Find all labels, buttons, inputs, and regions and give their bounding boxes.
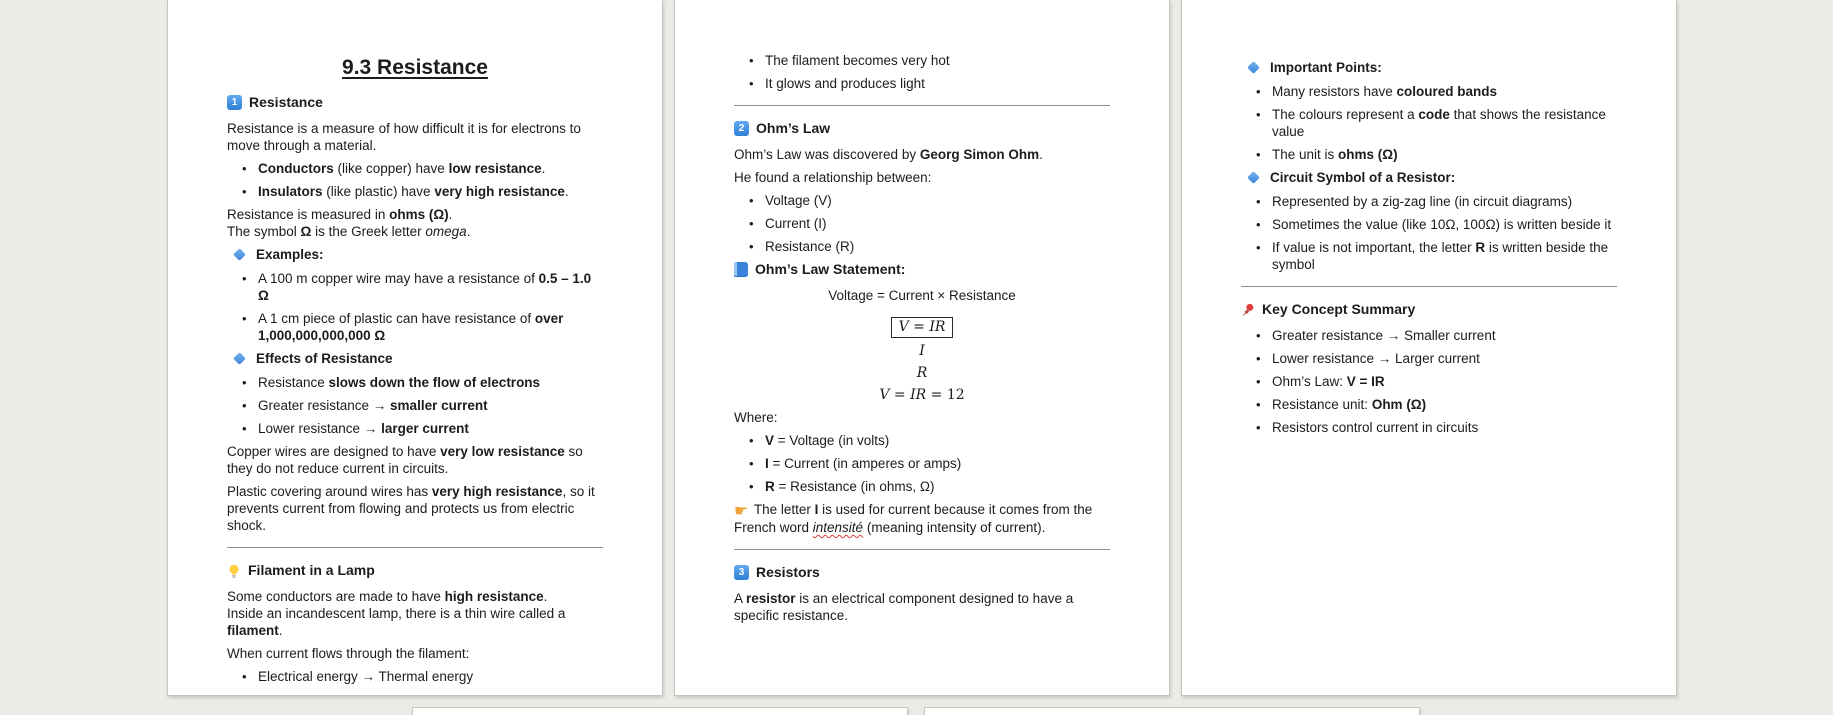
text-run: high resistance <box>444 589 544 604</box>
text-run: V <box>898 319 909 335</box>
list-item <box>241 183 603 200</box>
text-run: very low resistance <box>440 444 565 459</box>
section-heading <box>227 94 603 111</box>
text-run: Ohm (Ω) <box>1371 397 1427 412</box>
text-run: Plastic covering around wires has <box>227 484 432 499</box>
section-heading-text: Key Concept Summary <box>1262 301 1416 317</box>
list-item <box>1255 350 1617 367</box>
paragraph <box>734 146 1110 163</box>
partial-page-5[interactable] <box>924 707 1420 715</box>
equation-line <box>734 317 1110 338</box>
bullet-list <box>1241 327 1617 436</box>
list-item <box>748 432 1110 449</box>
text-run: = Resistance (in ohms, Ω) <box>774 479 935 494</box>
text-run: Georg Simon Ohm <box>919 147 1040 162</box>
text-run: so they do not reduce current in circuits. <box>227 444 583 476</box>
text-run: A <box>734 591 747 606</box>
sub-heading <box>1241 169 1617 186</box>
list-item <box>748 192 1110 209</box>
divider <box>734 105 1110 106</box>
text-run: Electrical energy → Thermal energy <box>258 669 474 684</box>
text-run: Insulators <box>258 184 323 199</box>
text-run: is an electrical component designed to have a specific resistance. <box>734 591 1074 623</box>
section-heading <box>1241 301 1617 318</box>
text-run: is used for current because it comes from the French word <box>734 502 1093 535</box>
text-run: Many resistors have <box>1272 84 1397 99</box>
text-run: Where: <box>734 410 778 425</box>
text-run: that shows the resistance value <box>1272 107 1606 139</box>
equation-line <box>734 387 1110 404</box>
text-run: Greater resistance → <box>258 398 391 413</box>
section-heading-text: Filament in a Lamp <box>248 562 375 578</box>
equation-block <box>734 317 1110 404</box>
bullet-list <box>1241 193 1617 273</box>
list-item <box>1255 327 1617 344</box>
list-item <box>241 270 603 304</box>
text-run: ohms (Ω) <box>389 207 449 222</box>
bullet-list <box>227 160 603 200</box>
text-run: = <box>908 319 930 335</box>
divider <box>1241 286 1617 287</box>
text-run: smaller current <box>390 398 488 413</box>
text-run: R <box>916 365 928 381</box>
text-run: IR <box>929 319 946 335</box>
page-1[interactable] <box>167 0 663 696</box>
sub-heading-text: Examples: <box>256 247 324 262</box>
text-run: The filament becomes very hot <box>765 53 950 68</box>
text-run: A 1 cm piece of plastic can have resistance of <box>258 311 535 326</box>
page-2[interactable] <box>674 0 1170 696</box>
text-run: . <box>1039 147 1043 162</box>
text-run: very high resistance <box>434 184 565 199</box>
text-run: = <box>889 387 911 403</box>
text-run: It glows and produces light <box>765 76 925 91</box>
text-run: 0.5 – 1.0 Ω <box>258 271 592 303</box>
keycap-2-icon: 2 <box>734 121 749 136</box>
text-run: = 12 <box>926 387 965 403</box>
paragraph <box>734 590 1110 624</box>
text-run: Copper wires are designed to have <box>227 444 441 459</box>
list-item <box>748 455 1110 472</box>
text-run: coloured bands <box>1396 84 1498 99</box>
text-run: Resistance unit: <box>1272 397 1372 412</box>
list-item <box>1255 193 1617 210</box>
text-run: = Current (in amperes or amps) <box>768 456 962 471</box>
list-item <box>1255 216 1617 233</box>
text-run: low resistance <box>448 161 542 176</box>
text-run: Ω <box>300 224 312 239</box>
text-run: omega <box>425 224 467 239</box>
sub-heading <box>1241 59 1617 76</box>
list-item <box>241 160 603 177</box>
section-heading-text: Resistance <box>249 94 323 110</box>
document-title <box>227 54 603 81</box>
section-heading-text: Ohm’s Law Statement: <box>755 261 906 277</box>
list-item <box>1255 83 1617 100</box>
sub-heading <box>227 350 603 367</box>
text-run: I <box>919 343 925 359</box>
list-item <box>1255 239 1617 273</box>
bullet-list <box>734 432 1110 495</box>
text-run: = Voltage (in volts) <box>774 433 890 448</box>
text-run: Lower resistance → <box>258 421 382 436</box>
paragraph <box>734 409 1110 426</box>
list-item <box>748 238 1110 255</box>
text-run: Voltage = Current × Resistance <box>828 288 1016 303</box>
section-heading-text: Resistors <box>756 564 820 580</box>
text-run: filament <box>227 623 279 638</box>
text-run: R <box>765 479 775 494</box>
blue-diamond-icon <box>233 248 246 261</box>
blue-diamond-icon <box>1247 171 1260 184</box>
text-run: Resistance is a measure of how difficult it is for electrons to move through a material. <box>227 121 581 153</box>
list-item <box>241 668 603 685</box>
text-run: Voltage (V) <box>765 193 832 208</box>
text-run: V = IR <box>1346 374 1385 389</box>
text-run: I <box>814 502 819 517</box>
text-run: intensité <box>812 520 864 535</box>
bullet-list <box>227 374 603 437</box>
text-run: Some conductors are made to have <box>227 589 445 604</box>
section-heading <box>734 261 1110 278</box>
pointing-hand-icon: ☛ <box>734 501 749 520</box>
bullet-list <box>1241 83 1617 163</box>
page-2-content <box>734 0 1110 624</box>
paragraph <box>227 120 603 154</box>
text-run: Current (I) <box>765 216 827 231</box>
text-run: V <box>879 387 890 403</box>
sub-heading-text: Important Points: <box>1270 60 1382 75</box>
paragraph <box>734 501 1110 536</box>
keycap-1-icon: 1 <box>227 95 242 110</box>
divider <box>734 549 1110 550</box>
bullet-list <box>734 192 1110 255</box>
bullet-list <box>734 52 1110 92</box>
blue-diamond-icon <box>1247 61 1260 74</box>
partial-page-4[interactable] <box>412 707 908 715</box>
list-item <box>748 215 1110 232</box>
text-run: A 100 m copper wire may have a resistance of <box>258 271 539 286</box>
page-3[interactable] <box>1181 0 1677 696</box>
text-run: Resistance is measured in <box>227 207 390 222</box>
text-run: Inside an incandescent lamp, there is a thin wire called a <box>227 606 566 621</box>
equation-line <box>734 343 1110 360</box>
text-run: Ohm’s Law: <box>1272 374 1347 389</box>
sub-heading-text: Circuit Symbol of a Resistor: <box>1270 170 1456 185</box>
text-run: (meaning intensity of current). <box>863 520 1046 535</box>
bullet-list <box>227 270 603 344</box>
sub-heading <box>227 246 603 263</box>
text-run: very high resistance <box>431 484 563 499</box>
text-run: Ohm’s Law was discovered by <box>734 147 920 162</box>
list-item <box>1255 396 1617 413</box>
keycap-3-icon: 3 <box>734 565 749 580</box>
pushpin-icon <box>1241 303 1255 317</box>
text-run: Resistors control current in circuits <box>1272 420 1479 435</box>
blue-book-icon <box>734 262 748 277</box>
text-run: (like copper) have <box>333 161 449 176</box>
list-item <box>241 374 603 391</box>
paragraph <box>227 443 603 477</box>
text-run: . <box>564 184 569 199</box>
section-heading <box>734 120 1110 137</box>
text-run: The symbol <box>227 224 301 239</box>
text-run: IR <box>910 387 927 403</box>
list-item <box>748 478 1110 495</box>
list-item <box>1255 146 1617 163</box>
text-run: The unit is <box>1272 147 1339 162</box>
text-run: . <box>448 207 453 222</box>
text-run: larger current <box>381 421 469 436</box>
equation-line <box>734 365 1110 382</box>
text-run: slows down the flow of electrons <box>328 375 541 390</box>
text-run: ohms (Ω) <box>1338 147 1398 162</box>
text-run: Resistance (R) <box>765 239 855 254</box>
text-run: is the Greek letter <box>311 224 426 239</box>
list-item <box>241 310 603 344</box>
blue-diamond-icon <box>233 352 246 365</box>
text-run: If value is not important, the letter <box>1272 240 1476 255</box>
divider <box>227 547 603 548</box>
bullet-list <box>227 668 603 685</box>
page-row-2 <box>412 707 1420 715</box>
text-run: Sometimes the value (like 10Ω, 100Ω) is written beside it <box>1272 217 1612 232</box>
text-run: Resistance <box>258 375 329 390</box>
text-run: V <box>765 433 775 448</box>
text-run: Lower resistance → Larger current <box>1272 351 1480 366</box>
text-run: , so it prevents current from flowing and protects us from electric shock. <box>227 484 595 533</box>
text-run: Greater resistance → Smaller current <box>1272 328 1496 343</box>
list-item <box>1255 419 1617 436</box>
list-item <box>748 75 1110 92</box>
sub-heading-text: Effects of Resistance <box>256 351 393 366</box>
text-run: . <box>543 589 548 604</box>
section-heading-text: Ohm’s Law <box>756 120 831 136</box>
text-run: . <box>278 623 283 638</box>
paragraph <box>227 645 603 662</box>
text-run: . <box>466 224 471 239</box>
text-run: Represented by a zig-zag line (in circuit diagrams) <box>1272 194 1573 209</box>
lightbulb-icon <box>227 564 241 578</box>
text-run: resistor <box>746 591 796 606</box>
text-run: I <box>765 456 769 471</box>
text-run: When current flows through the filament: <box>227 646 470 661</box>
list-item <box>748 52 1110 69</box>
list-item <box>241 420 603 437</box>
list-item <box>1255 106 1617 140</box>
text-run: He found a relationship between: <box>734 170 932 185</box>
list-item <box>1255 373 1617 390</box>
page-row-1 <box>167 0 1677 696</box>
text-run: Conductors <box>258 161 334 176</box>
text-run: The letter <box>750 502 815 517</box>
page-3-content <box>1241 0 1617 436</box>
equation-box <box>891 317 954 338</box>
text-run: over 1,000,000,000,000 Ω <box>258 311 564 343</box>
paragraph <box>227 483 603 534</box>
text-run: (like plastic) have <box>322 184 435 199</box>
text-run: . <box>541 161 546 176</box>
section-heading <box>734 564 1110 581</box>
paragraph <box>734 169 1110 186</box>
section-heading <box>227 562 603 579</box>
text-run: R <box>1475 240 1486 255</box>
list-item <box>241 397 603 414</box>
text-run: is written beside the symbol <box>1272 240 1609 272</box>
paragraph <box>227 206 603 240</box>
page-1-content <box>227 0 603 685</box>
text-run: The colours represent a <box>1272 107 1419 122</box>
document-title-text: 9.3 Resistance <box>342 56 488 79</box>
paragraph <box>734 287 1110 304</box>
text-run: code <box>1418 107 1450 122</box>
paragraph <box>227 588 603 639</box>
